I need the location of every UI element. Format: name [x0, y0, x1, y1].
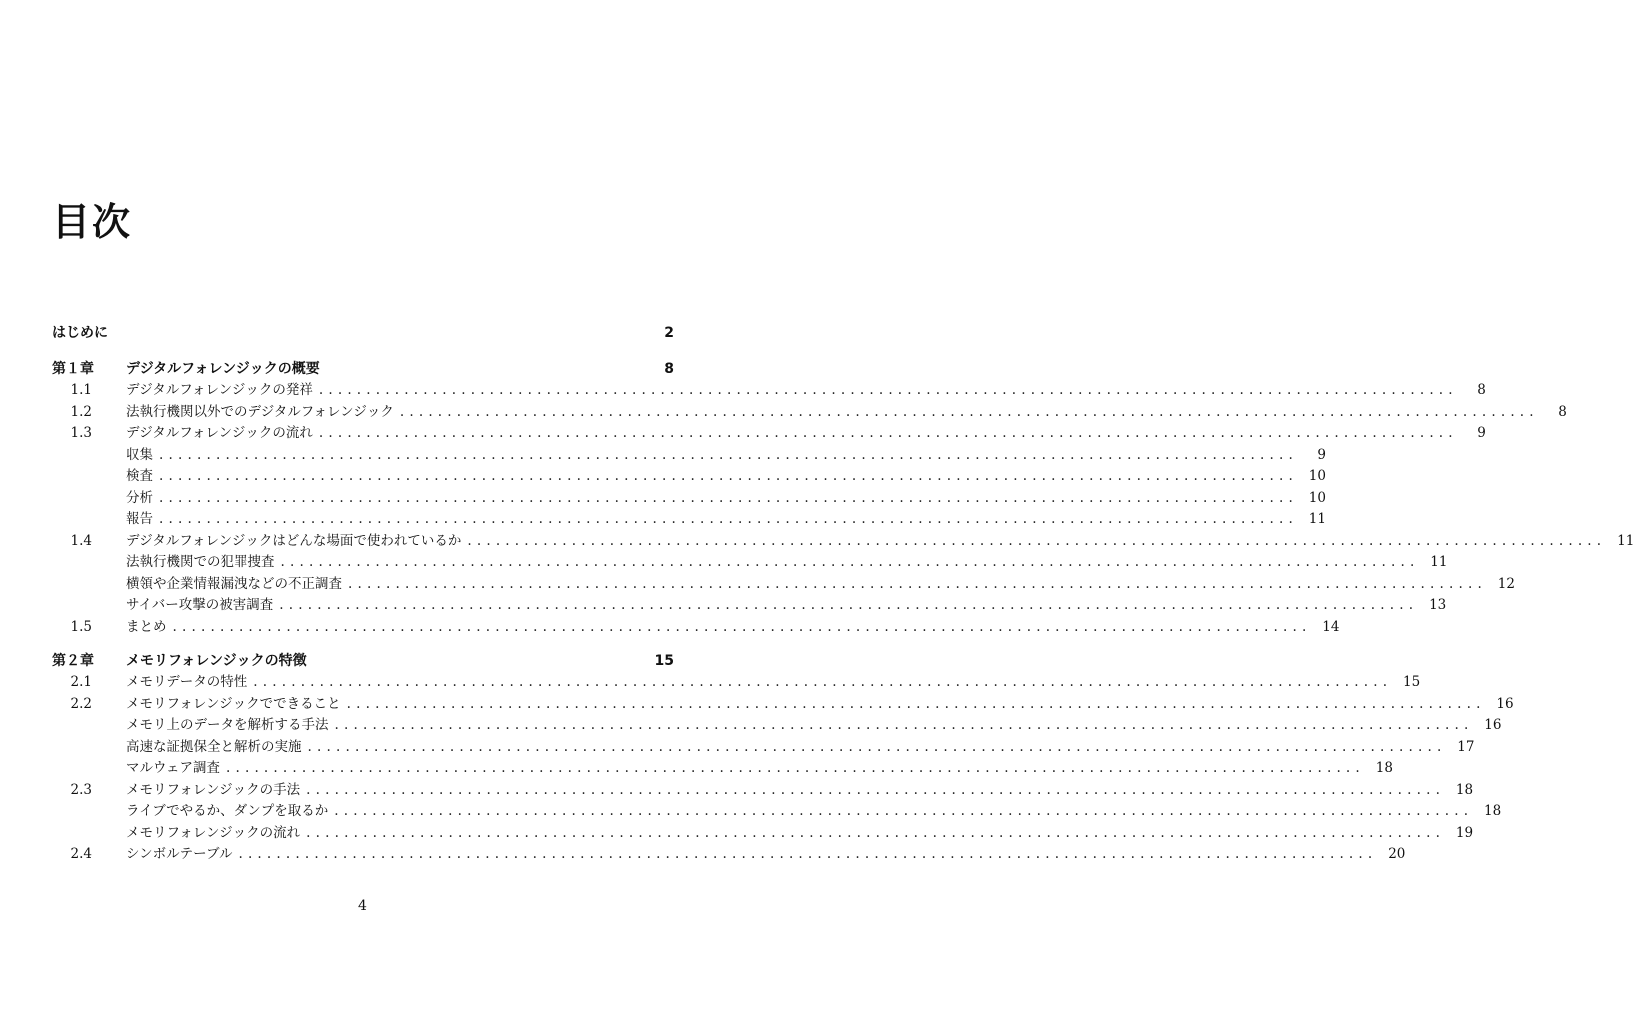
toc-entry[interactable]	[52, 595, 1447, 617]
chapter-page: 15	[654, 653, 674, 669]
entry-page: 9	[1477, 425, 1486, 441]
toc-entry[interactable]	[52, 672, 1421, 694]
entry-label: 法執行機関以外でのデジタルフォレンジック	[126, 402, 400, 424]
entry-page: 16	[1484, 717, 1502, 733]
entry-label: デジタルフォレンジックはどんな場面で使われているか	[126, 531, 467, 553]
section-number: 1.2	[70, 403, 92, 420]
chapter-1-entries	[52, 380, 1634, 638]
dot-leader: ........................................................................................................................	[306, 781, 1446, 798]
entry-page: 18	[1455, 781, 1474, 798]
entry-page: 16	[1496, 695, 1514, 712]
toc-entry[interactable]	[52, 715, 1502, 737]
dot-leader: ........................................................................................................................	[159, 468, 1298, 484]
entry-label: マルウェア調査	[126, 758, 226, 780]
section-number: 1.1	[70, 382, 92, 398]
section-number: 2.4	[70, 846, 92, 862]
chapter-number: 第２章	[52, 653, 94, 669]
dot-leader: ........................................................................................................................	[334, 803, 1474, 819]
toc-entry[interactable]	[52, 694, 1514, 716]
page-number: 4	[358, 898, 367, 914]
dot-leader: ........................................................................................................................	[318, 382, 1458, 398]
dot-leader: ........................................................................................................................	[238, 846, 1378, 862]
dot-leader: ........................................................................................................................	[348, 575, 1487, 592]
entry-page: 10	[1308, 489, 1326, 506]
section-number: 1.3	[70, 425, 92, 441]
entry-page: 8	[1477, 382, 1486, 398]
toc-entry[interactable]	[52, 380, 1486, 402]
dot-leader: ........................................................................................................................	[467, 532, 1607, 549]
toc-entry[interactable]	[52, 509, 1326, 531]
toc-intro-page: 2	[664, 325, 674, 341]
entry-page: 19	[1455, 824, 1474, 841]
entry-page: 12	[1497, 575, 1515, 592]
entry-label: 高速な証拠保全と解析の実施	[126, 737, 308, 759]
entry-label: まとめ	[126, 617, 173, 639]
entry-label: シンボルテーブル	[126, 844, 238, 866]
entry-label: メモリ上のデータを解析する手法	[126, 715, 335, 737]
entry-label: メモリフォレンジックの手法	[126, 780, 306, 802]
entry-page: 18	[1375, 760, 1393, 776]
entry-page: 14	[1322, 618, 1340, 635]
page-title: 目次	[52, 200, 133, 244]
dot-leader: ........................................................................................................................	[159, 511, 1298, 527]
table-of-contents	[52, 322, 1634, 866]
entry-label: 報告	[126, 509, 159, 531]
toc-entry[interactable]	[52, 617, 1340, 639]
toc-entry[interactable]	[52, 574, 1515, 596]
entry-page: 10	[1308, 468, 1326, 484]
dot-leader: ........................................................................................................................	[159, 489, 1298, 506]
dot-leader: ........................................................................................................................	[306, 824, 1446, 841]
chapter-label: デジタルフォレンジックの概要	[126, 358, 326, 380]
toc-entry[interactable]	[52, 552, 1448, 574]
toc-entry[interactable]	[52, 423, 1486, 445]
entry-page: 11	[1308, 511, 1326, 527]
section-number: 1.4	[70, 532, 92, 549]
entry-label: デジタルフォレンジックの発祥	[126, 380, 319, 402]
toc-chapter-1[interactable]	[52, 358, 674, 380]
section-number: 2.2	[70, 695, 92, 712]
entry-label: メモリフォレンジックでできること	[126, 694, 347, 716]
dot-leader: ........................................................................................................................	[280, 554, 1420, 570]
toc-entry[interactable]	[52, 823, 1474, 845]
section-number: 1.5	[70, 618, 92, 635]
section-number: 2.1	[70, 674, 92, 690]
entry-page: 18	[1484, 803, 1502, 819]
toc-entry[interactable]	[52, 402, 1567, 424]
entry-label: 検査	[126, 466, 159, 488]
entry-label: サイバー攻撃の被害調査	[126, 595, 279, 617]
dot-leader: ........................................................................................................................	[346, 695, 1486, 712]
chapter-2-entries	[52, 672, 1514, 866]
entry-label: 分析	[126, 488, 159, 510]
dot-leader: ........................................................................................................................	[172, 618, 1312, 635]
toc-entry[interactable]	[52, 488, 1326, 510]
chapter-page: 8	[664, 361, 674, 377]
chapter-number: 第１章	[52, 361, 94, 377]
entry-label: メモリフォレンジックの流れ	[126, 823, 306, 845]
dot-leader: ........................................................................................................................	[253, 674, 1393, 690]
entry-page: 20	[1388, 846, 1406, 862]
toc-entry[interactable]	[52, 801, 1502, 823]
entry-page: 11	[1617, 532, 1634, 549]
entry-page: 8	[1558, 403, 1567, 420]
dot-leader: ........................................................................................................................	[399, 403, 1539, 420]
entry-label: 横領や企業情報漏洩などの不正調査	[126, 574, 348, 596]
toc-entry[interactable]	[52, 445, 1326, 467]
dot-leader: ........................................................................................................................	[318, 425, 1458, 441]
toc-entry[interactable]	[52, 466, 1326, 488]
entry-page: 15	[1403, 674, 1421, 690]
entry-page: 17	[1457, 738, 1475, 755]
dot-leader: ........................................................................................................................	[225, 760, 1365, 776]
entry-label: ライブでやるか、ダンプを取るか	[126, 801, 334, 823]
toc-entry[interactable]	[52, 531, 1634, 553]
dot-leader: ........................................................................................................................	[279, 597, 1419, 613]
toc-entry[interactable]	[52, 844, 1406, 866]
entry-page: 13	[1429, 597, 1447, 613]
entry-label: メモリデータの特性	[126, 672, 253, 694]
dot-leader: ........................................................................................................................	[307, 738, 1447, 755]
entry-label: デジタルフォレンジックの流れ	[126, 423, 319, 445]
entry-label: 収集	[126, 445, 159, 467]
toc-entry[interactable]	[52, 737, 1475, 759]
entry-page: 11	[1430, 554, 1448, 570]
toc-entry[interactable]	[52, 780, 1474, 802]
entry-label: 法執行機関での犯罪捜査	[126, 552, 281, 574]
toc-intro-label: はじめに	[52, 322, 114, 344]
toc-intro-entry[interactable]	[52, 322, 674, 344]
dot-leader: ........................................................................................................................	[159, 446, 1298, 463]
dot-leader: ........................................................................................................................	[334, 717, 1474, 733]
section-number: 2.3	[70, 781, 92, 798]
toc-entry[interactable]	[52, 758, 1393, 780]
entry-page: 9	[1317, 446, 1326, 463]
chapter-label: メモリフォレンジックの特徴	[126, 650, 313, 672]
toc-chapter-2[interactable]	[52, 650, 674, 672]
